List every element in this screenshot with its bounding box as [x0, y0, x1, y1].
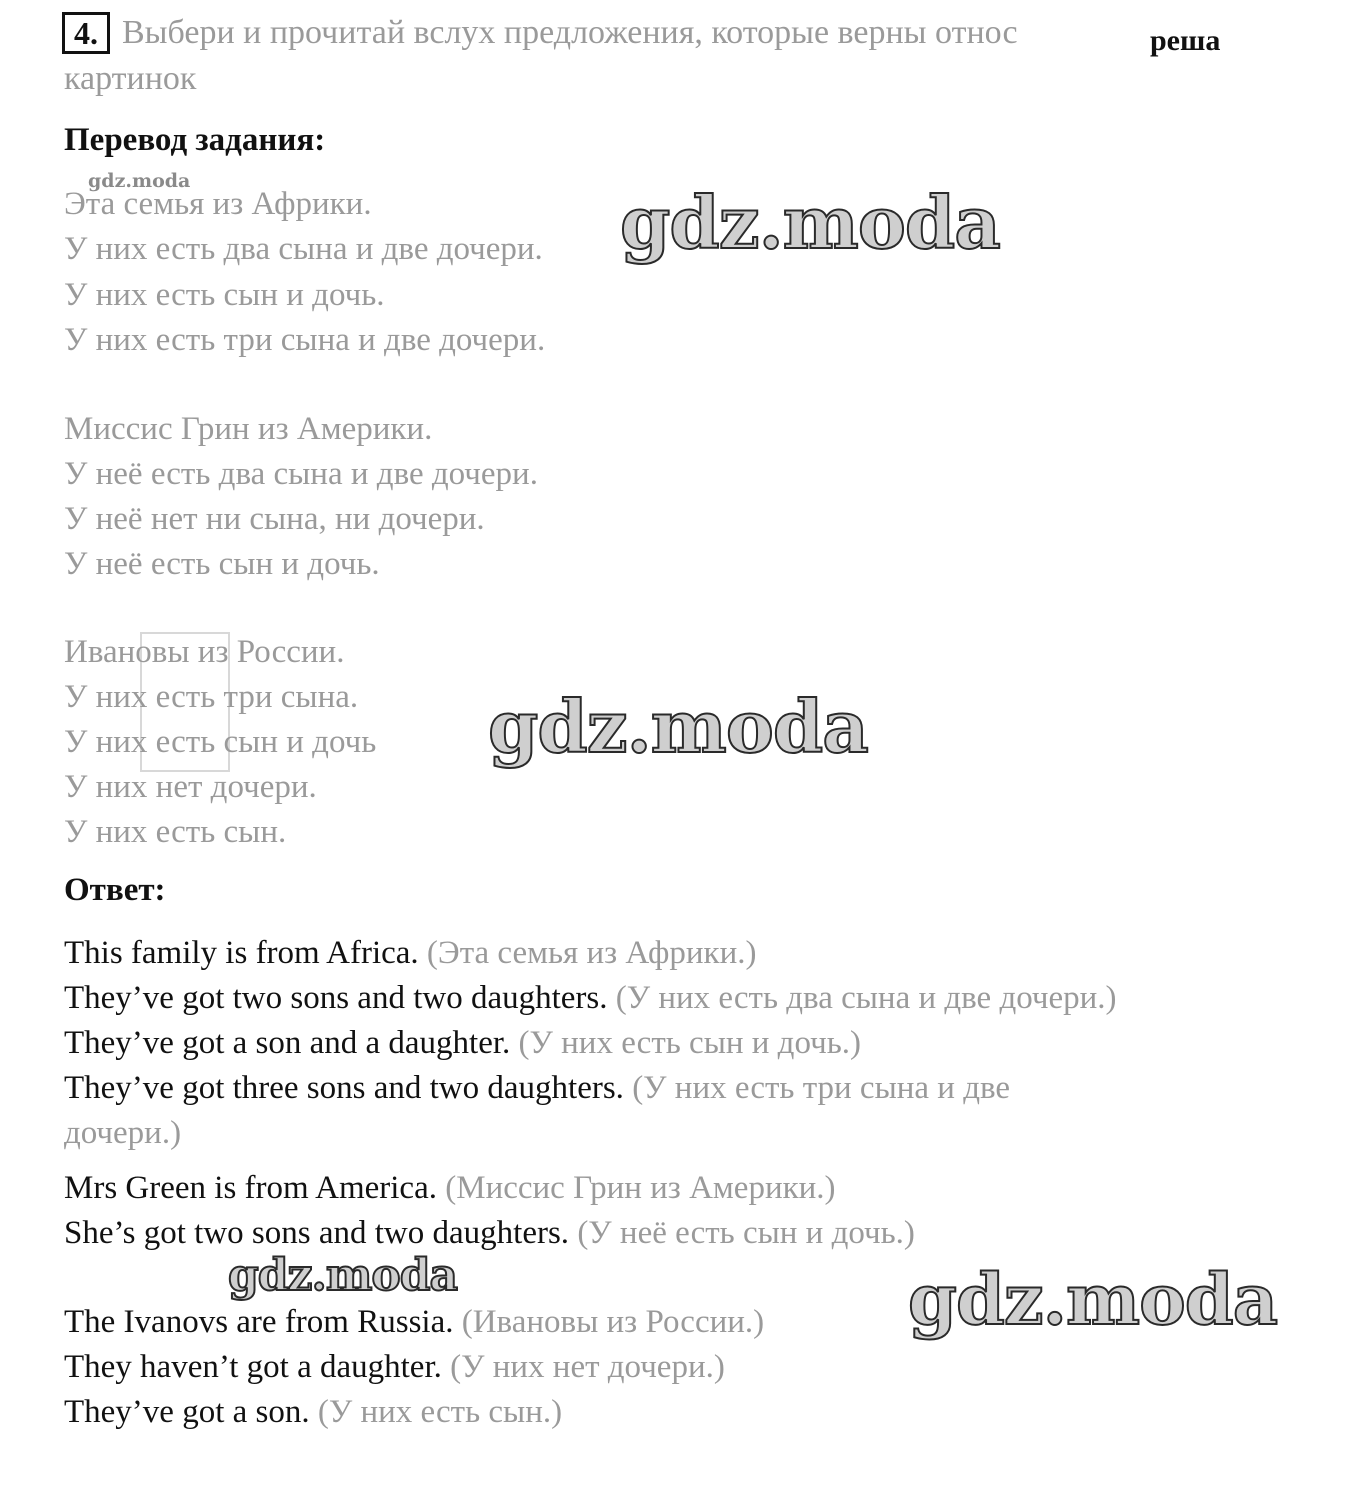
answer-russian: дочери.): [64, 1115, 182, 1151]
answer-russian: (Миссис Грин из Америки.): [445, 1170, 836, 1206]
answer-russian: (У них есть два сына и две дочери.): [615, 980, 1117, 1016]
answer-russian: (Эта семья из Африки.): [426, 935, 757, 971]
answer-english: They haven’t got a daughter.: [64, 1349, 442, 1385]
answer-line: [64, 1066, 1010, 1110]
answer-line: [64, 976, 1117, 1020]
translation-heading: Перевод задания:: [64, 122, 326, 158]
answer-english: Mrs Green is from America.: [64, 1170, 437, 1206]
answer-russian: (Ивановы из России.): [461, 1304, 765, 1340]
answer-english: She’s got two sons and two daughters.: [64, 1215, 570, 1251]
translation-line: У них есть два сына и две дочери.: [64, 231, 543, 267]
translation-line: Эта семья из Африки.: [64, 186, 372, 222]
translation-line: Миссис Грин из Америки.: [64, 411, 433, 447]
answer-english: This family is from Africa.: [64, 935, 419, 971]
answer-english: They’ve got a son.: [64, 1394, 310, 1430]
answer-line: [64, 931, 756, 975]
translation-line: У неё нет ни сына, ни дочери.: [64, 501, 485, 537]
translation-line: У них есть три сына.: [64, 679, 359, 715]
watermark-large: gdz.moda: [228, 1250, 458, 1301]
answer-line: [64, 1021, 861, 1065]
translation-line: У них есть сын и дочь.: [64, 277, 385, 313]
answer-russian: (У них есть три сына и две: [632, 1070, 1011, 1106]
answer-english: They’ve got three sons and two daughters.: [64, 1070, 624, 1106]
answer-russian: (У них есть сын.): [317, 1394, 563, 1430]
answer-russian: (У них нет дочери.): [450, 1349, 725, 1385]
answer-line: [64, 1390, 562, 1434]
translation-line: Ивановы из России.: [64, 634, 345, 670]
translation-line: У неё есть два сына и две дочери.: [64, 456, 538, 492]
answer-english: The Ivanovs are from Russia.: [64, 1304, 454, 1340]
answer-russian: (У неё есть сын и дочь.): [577, 1215, 915, 1251]
translation-line: У них нет дочери.: [64, 769, 317, 805]
watermark-small: gdz.moda: [88, 170, 191, 192]
task-instruction-line1: Выбери и прочитай вслух предложения, которые верны относ: [122, 14, 1018, 51]
translation-line: У неё есть сын и дочь.: [64, 546, 380, 582]
answer-english: They’ve got a son and a daughter.: [64, 1025, 511, 1061]
answer-line: [64, 1111, 181, 1155]
task-number: 4.: [62, 12, 110, 54]
answer-english: They’ve got two sons and two daughters.: [64, 980, 608, 1016]
task-instruction-line2: картинок: [64, 60, 197, 97]
watermark-large: gdz.moda: [908, 1258, 1278, 1341]
answer-heading: Ответ:: [64, 872, 166, 908]
watermark-large: gdz.moda: [620, 180, 1000, 265]
translation-line: У них есть три сына и две дочери.: [64, 322, 546, 358]
translation-line: У них есть сын.: [64, 814, 287, 850]
answer-line: [64, 1345, 725, 1389]
answer-line: [64, 1300, 764, 1344]
watermark-large: gdz.moda: [488, 684, 868, 769]
translation-line: У них есть сын и дочь: [64, 724, 377, 760]
answer-line: [64, 1166, 836, 1210]
task-instruction-cut-word: реша: [1150, 24, 1221, 57]
answer-line: [64, 1211, 915, 1255]
answer-russian: (У них есть сын и дочь.): [518, 1025, 862, 1061]
